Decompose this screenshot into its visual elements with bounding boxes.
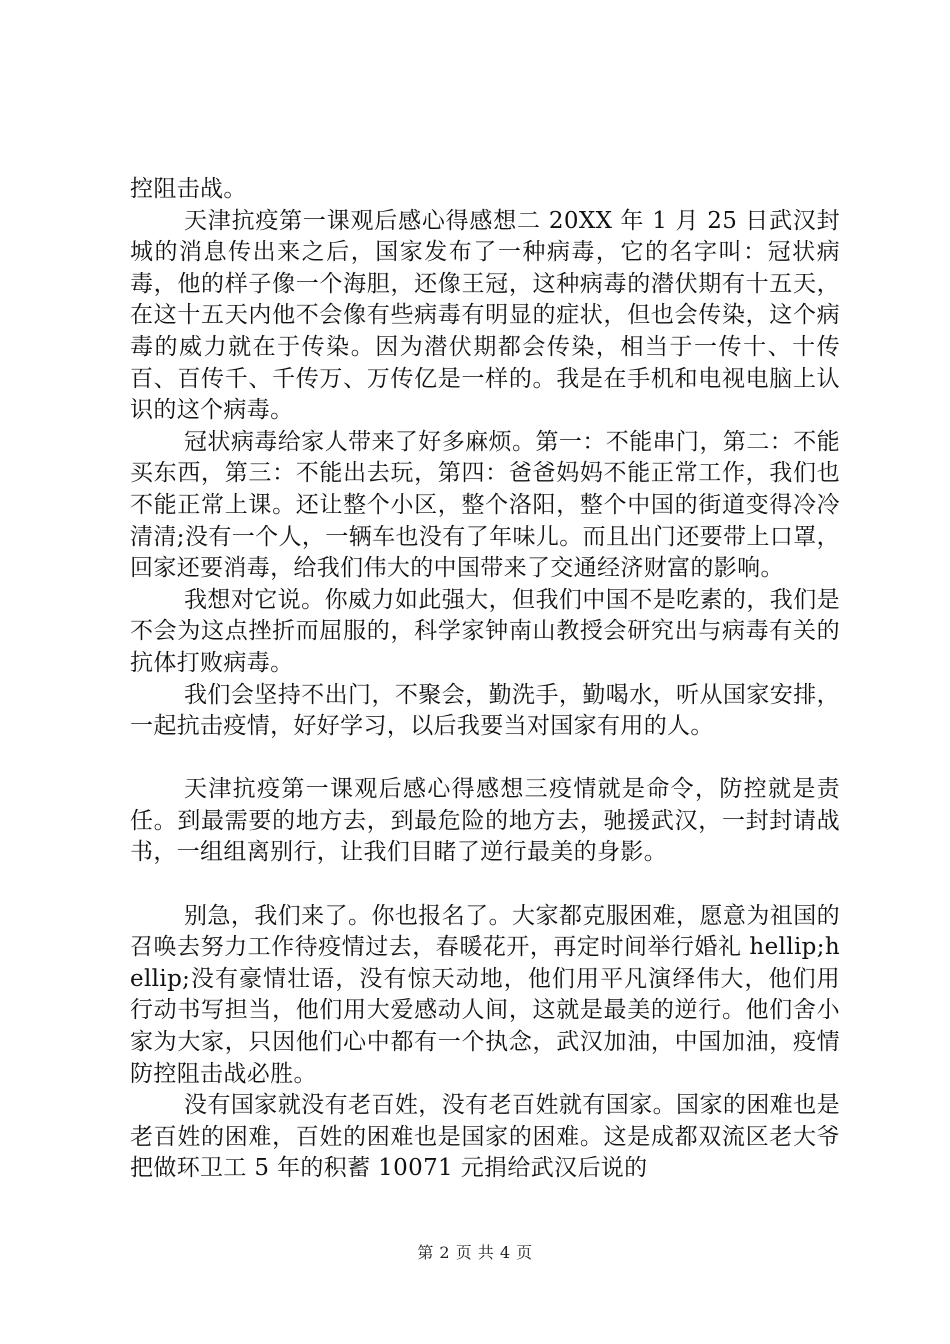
paragraph-volunteers: 别急，我们来了。你也报名了。大家都克服困难，愿意为祖国的召唤去努力工作待疫情过去，春暖花开，再定时间举行婚礼 hellip;hellip;没有豪情壮语，没有惊天动地，他们用平凡演绎伟大，他们用行动书写担当，他们用大爱感动人间，这就是最美的逆行。他们舍小家为大家，只因他们心中都有一个执念，武汉加油，中国加油，疫情防控阻击战必胜。 xyxy=(130,902,840,1087)
paragraph-message-to-virus: 我想对它说。你威力如此强大，但我们中国不是吃素的，我们是不会为这点挫折而屈服的，科学家钟南山教授会研究出与病毒有关的抗体打败病毒。 xyxy=(130,586,840,676)
paragraph-gap xyxy=(130,869,840,901)
paragraph-commitment: 我们会坚持不出门，不聚会，勤洗手，勤喝水，听从国家安排，一起抗击疫情，好好学习，以后我要当对国家有用的人。 xyxy=(130,681,840,740)
paragraph-essay-two-intro: 天津抗疫第一课观后感心得感想二 20XX 年 1 月 25 日武汉封城的消息传出来之后，国家发布了一种病毒，它的名字叫：冠状病毒，他的样子像一个海胆，还像王冠，这种病毒的潜伏期有十五天，在这十五天内他不会像有些病毒有明显的症状，但也会传染，这个病毒的威力就在于传染。因为潜伏期都会传染，相当于一传十、十传百、百传千、千传万、万传亿是一样的。我是在手机和电视电脑上认识的这个病毒。 xyxy=(130,207,840,424)
paragraph-gap xyxy=(130,743,840,775)
page-number-footer: 第 2 页 共 4 页 xyxy=(417,1243,533,1262)
paragraph-troubles: 冠状病毒给家人带来了好多麻烦。第一：不能串门，第二：不能买东西，第三：不能出去玩，第四：爸爸妈妈不能正常工作，我们也不能正常上课。还让整个小区，整个洛阳，整个中国的街道变得冷冷清清;没有一个人，一辆车也没有了年味儿。而且出门还要带上口罩，回家还要消毒，给我们伟大的中国带来了交通经济财富的影响。 xyxy=(130,428,840,582)
paragraph-continuation: 控阻击战。 xyxy=(130,176,247,202)
paragraph-essay-three-intro: 天津抗疫第一课观后感心得感想三疫情就是命令，防控就是责任。到最需要的地方去，到最危险的地方去，驰援武汉，一封封请战书，一组组离别行，让我们目睹了逆行最美的身影。 xyxy=(130,776,840,866)
document-body xyxy=(130,174,840,1185)
paragraph-donation: 没有国家就没有老百姓，没有老百姓就有国家。国家的困难也是老百姓的困难，百姓的困难也是国家的困难。这是成都双流区老大爷把做环卫工 5 年的积蓄 10071 元捐给武汉后说的 xyxy=(130,1092,840,1182)
